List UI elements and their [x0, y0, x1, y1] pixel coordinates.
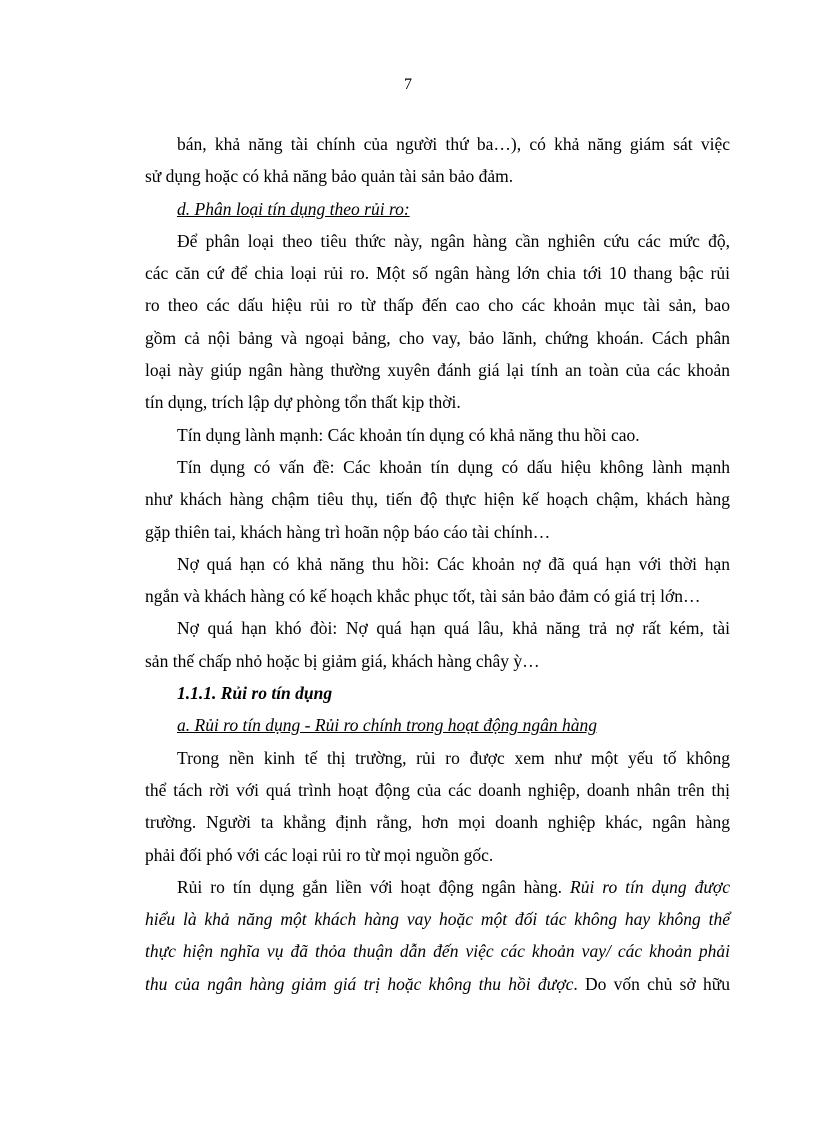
text-line: ngắn và khách hàng có kế hoạch khắc phục tốt, tài sản bảo đảm có giá trị lớn… — [145, 586, 701, 607]
text-line — [145, 968, 730, 1000]
text-line: thực hiện nghĩa vụ đã thỏa thuận dẫn đến việc các khoản vay/ các khoản phải — [145, 941, 730, 962]
text-line: a. Rủi ro tín dụng - Rủi ro chính trong hoạt động ngân hàng — [177, 715, 597, 736]
text-run: Rủi ro tín dụng gắn liền với hoạt động ngân hàng. — [177, 876, 570, 897]
text-line: loại này giúp ngân hàng thường xuyên đánh giá lại tính an toàn của các khoản — [145, 360, 730, 381]
text-line: thể tách rời với quá trình hoạt động của các doanh nghiệp, doanh nhân trên thị — [145, 779, 730, 800]
text-line: như khách hàng chậm tiêu thụ, tiến độ thực hiện kế hoạch chậm, khách hàng — [145, 489, 730, 510]
text-line: tín dụng, trích lập dự phòng tổn thất kịp thời. — [145, 392, 461, 413]
text-line: gặp thiên tai, khách hàng trì hoãn nộp báo cáo tài chính… — [145, 521, 551, 542]
text-line: ro theo các dấu hiệu rủi ro từ thấp đến cao cho các khoản mục tài sản, bao — [145, 295, 730, 316]
text-line: trường. Người ta khẳng định rằng, hơn mọi doanh nghiệp khác, ngân hàng — [145, 812, 730, 833]
body-text — [145, 128, 730, 1000]
text-run: . Do vốn chủ sở hữu — [573, 973, 730, 994]
text-line: phải đối phó với các loại rủi ro từ mọi nguồn gốc. — [145, 844, 494, 865]
text-line: sử dụng hoặc có khả năng bảo quản tài sản bảo đảm. — [145, 166, 514, 187]
text-line: hiểu là khả năng một khách hàng vay hoặc một đối tác không hay không thể — [145, 909, 730, 930]
page-number: 7 — [404, 76, 412, 93]
text-line: Nợ quá hạn khó đòi: Nợ quá hạn quá lâu, khả năng trả nợ rất kém, tài — [177, 618, 730, 639]
text-line: d. Phân loại tín dụng theo rủi ro: — [177, 198, 410, 219]
text-line: Trong nền kinh tế thị trường, rủi ro được xem như một yếu tố không — [177, 747, 730, 768]
text-line: 1.1.1. Rủi ro tín dụng — [177, 683, 333, 704]
text-line: Tín dụng lành mạnh: Các khoản tín dụng có khả năng thu hồi cao. — [177, 424, 640, 445]
text-line: bán, khả năng tài chính của người thứ ba…), có khả năng giám sát việc — [177, 134, 730, 154]
text-line: Tín dụng có vấn đề: Các khoản tín dụng có dấu hiệu không lành mạnh — [177, 456, 730, 477]
text-line: gồm cả nội bảng và ngoại bảng, cho vay, bảo lãnh, chứng khoán. Cách phân — [145, 327, 730, 348]
text-line: các căn cứ để chia loại rủi ro. Một số ngân hàng lớn chia tới 10 thang bậc rủi — [145, 263, 730, 284]
text-run: Rủi ro tín dụng được — [570, 876, 730, 897]
text-line: sản thế chấp nhỏ hoặc bị giảm giá, khách hàng chây ỳ… — [145, 650, 540, 671]
text-line: Để phân loại theo tiêu thức này, ngân hàng cần nghiên cứu các mức độ, — [177, 230, 730, 251]
text-line — [145, 871, 730, 903]
text-line: Nợ quá hạn có khả năng thu hồi: Các khoản nợ đã quá hạn với thời hạn — [177, 553, 730, 574]
text-run: thu của ngân hàng giảm giá trị hoặc không thu hồi được — [145, 973, 574, 994]
